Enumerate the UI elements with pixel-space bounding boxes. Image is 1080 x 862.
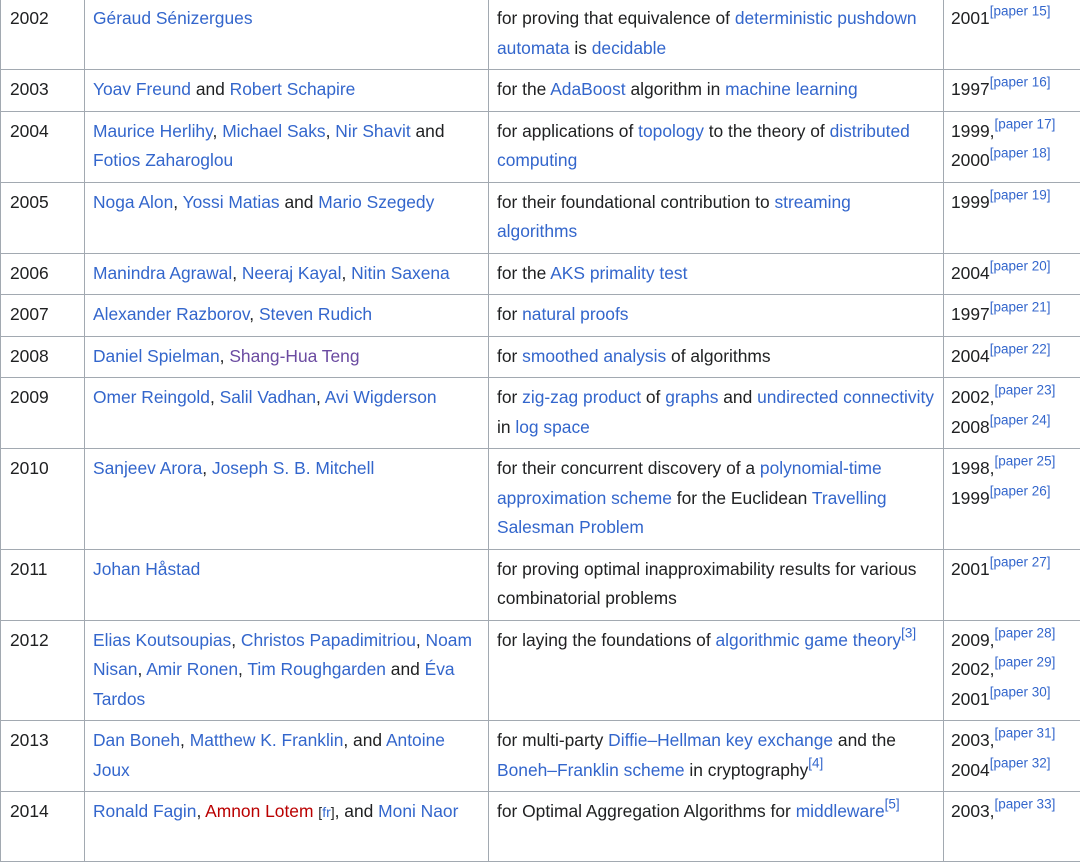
year-text: 2014 bbox=[10, 801, 49, 821]
table-row bbox=[1, 549, 1080, 620]
paper-ref bbox=[990, 75, 1051, 90]
topic-link[interactable]: zig-zag product bbox=[522, 387, 641, 407]
paper-year-cell bbox=[944, 111, 1080, 182]
paper-ref-link[interactable]: [paper 25] bbox=[995, 454, 1056, 469]
paper-ref bbox=[990, 412, 1051, 427]
winner-link[interactable]: Yoav Freund bbox=[93, 79, 191, 99]
plain-text: of algorithms bbox=[666, 346, 770, 366]
plain-text: for bbox=[497, 304, 522, 324]
citation-line bbox=[951, 383, 1079, 413]
plain-text: , bbox=[173, 192, 182, 212]
paper-year-cell bbox=[944, 182, 1080, 253]
year-cell bbox=[1, 549, 85, 620]
year-cell bbox=[1, 253, 85, 295]
citation-line bbox=[951, 4, 1079, 34]
winner-link[interactable]: Mario Szegedy bbox=[318, 192, 434, 212]
rationale-cell bbox=[489, 295, 944, 337]
year-text: 2002 bbox=[10, 8, 49, 28]
table-row bbox=[1, 295, 1080, 337]
year-cell bbox=[1, 620, 85, 721]
topic-link[interactable]: distributed computing bbox=[497, 121, 910, 171]
paper-year: 2004 bbox=[951, 760, 990, 780]
paper-year: 2009, bbox=[951, 630, 995, 650]
rationale-cell bbox=[489, 182, 944, 253]
rationale-cell bbox=[489, 378, 944, 449]
year-text: 2005 bbox=[10, 192, 49, 212]
winner-link[interactable]: Tim Roughgarden bbox=[247, 659, 386, 679]
year-cell bbox=[1, 792, 85, 862]
plain-text: , bbox=[196, 801, 205, 821]
year-cell bbox=[1, 336, 85, 378]
paper-year: 2003, bbox=[951, 801, 995, 821]
paper-ref-link[interactable]: [paper 26] bbox=[990, 483, 1051, 498]
year-text: 2004 bbox=[10, 121, 49, 141]
rationale-cell bbox=[489, 111, 944, 182]
paper-ref-link[interactable]: [paper 20] bbox=[990, 258, 1051, 273]
plain-text: , and bbox=[343, 730, 386, 750]
topic-link[interactable]: log space bbox=[515, 417, 589, 437]
plain-text: , bbox=[180, 730, 190, 750]
topic-link[interactable]: decidable bbox=[592, 38, 666, 58]
citation-line bbox=[951, 75, 1079, 105]
paper-year-cell bbox=[944, 253, 1080, 295]
paper-ref-link[interactable]: [paper 19] bbox=[990, 187, 1051, 202]
plain-text: , and bbox=[335, 801, 379, 821]
paper-year: 1997 bbox=[951, 304, 990, 324]
paper-year: 2004 bbox=[951, 346, 990, 366]
paper-year: 2001 bbox=[951, 689, 990, 709]
paper-ref bbox=[990, 146, 1051, 161]
paper-ref-link[interactable]: [paper 31] bbox=[995, 726, 1056, 741]
paper-year: 2004 bbox=[951, 263, 990, 283]
paper-ref-link[interactable]: [paper 23] bbox=[995, 383, 1056, 398]
table-row bbox=[1, 378, 1080, 449]
paper-year-cell bbox=[944, 295, 1080, 337]
year-cell bbox=[1, 449, 85, 550]
paper-ref bbox=[990, 483, 1051, 498]
winners-cell bbox=[85, 792, 489, 862]
year-cell bbox=[1, 295, 85, 337]
plain-text: , bbox=[137, 659, 146, 679]
plain-text: and bbox=[191, 79, 230, 99]
plain-text: , bbox=[220, 346, 230, 366]
paper-year-cell bbox=[944, 336, 1080, 378]
paper-year-cell bbox=[944, 449, 1080, 550]
year-cell bbox=[1, 0, 85, 70]
winner-link[interactable]: Neeraj Kayal bbox=[242, 263, 342, 283]
citation-line bbox=[951, 685, 1079, 715]
table-row bbox=[1, 0, 1080, 70]
winner-link[interactable]: Géraud Sénizergues bbox=[93, 8, 253, 28]
paper-ref bbox=[990, 187, 1051, 202]
paper-ref-link[interactable]: [paper 17] bbox=[995, 116, 1056, 131]
winners-cell bbox=[85, 182, 489, 253]
winner-link[interactable]: Maurice Herlihy bbox=[93, 121, 213, 141]
rationale-cell bbox=[489, 449, 944, 550]
table-row bbox=[1, 620, 1080, 721]
winners-cell bbox=[85, 336, 489, 378]
paper-ref-link[interactable]: [paper 18] bbox=[990, 146, 1051, 161]
topic-link[interactable]: smoothed analysis bbox=[522, 346, 666, 366]
plain-text: and the bbox=[833, 730, 896, 750]
winner-link[interactable]: Noam Nisan bbox=[93, 630, 472, 680]
plain-text: , bbox=[202, 458, 212, 478]
winner-link[interactable]: Manindra Agrawal bbox=[93, 263, 232, 283]
citation-line bbox=[951, 300, 1079, 330]
winners-cell bbox=[85, 0, 489, 70]
topic-link[interactable]: Boneh–Franklin scheme bbox=[497, 760, 685, 780]
plain-text: , bbox=[416, 630, 426, 650]
plain-text: for applications of bbox=[497, 121, 638, 141]
topic-link[interactable]: algorithmic game theory bbox=[716, 630, 902, 650]
paper-ref-link[interactable]: [paper 28] bbox=[995, 625, 1056, 640]
rationale-cell bbox=[489, 620, 944, 721]
interlanguage-link bbox=[318, 801, 334, 821]
paper-year: 1997 bbox=[951, 79, 990, 99]
winners-cell bbox=[85, 721, 489, 792]
winner-link[interactable]: Alexander Razborov bbox=[93, 304, 249, 324]
topic-link[interactable]: AKS primality test bbox=[550, 263, 687, 283]
winners-cell bbox=[85, 549, 489, 620]
year-cell bbox=[1, 378, 85, 449]
paper-year: 2000 bbox=[951, 150, 990, 170]
plain-text: , bbox=[232, 263, 242, 283]
paper-year: 1998, bbox=[951, 458, 995, 478]
footnote-ref bbox=[885, 797, 900, 812]
paper-year-cell bbox=[944, 721, 1080, 792]
plain-text: for the Euclidean bbox=[672, 488, 812, 508]
winner-link[interactable]: Michael Saks bbox=[222, 121, 325, 141]
winner-link[interactable]: Joseph S. B. Mitchell bbox=[212, 458, 374, 478]
citation-line bbox=[951, 726, 1079, 756]
paper-ref-link[interactable]: [paper 16] bbox=[990, 75, 1051, 90]
citation-line bbox=[951, 454, 1079, 484]
topic-link[interactable]: Travelling Salesman Problem bbox=[497, 488, 887, 538]
plain-text: , bbox=[316, 387, 325, 407]
winners-cell bbox=[85, 70, 489, 112]
plain-text: , bbox=[326, 121, 336, 141]
footnote-link[interactable]: [5] bbox=[885, 797, 900, 812]
winner-redlink[interactable]: Amnon Lotem bbox=[205, 801, 313, 821]
year-cell bbox=[1, 111, 85, 182]
paper-year-cell bbox=[944, 792, 1080, 862]
rationale-cell bbox=[489, 70, 944, 112]
topic-link[interactable]: Diffie–Hellman key exchange bbox=[608, 730, 833, 750]
citation-line bbox=[951, 259, 1079, 289]
year-text: 2006 bbox=[10, 263, 49, 283]
paper-ref bbox=[995, 797, 1056, 812]
plain-text: for bbox=[497, 346, 522, 366]
topic-link[interactable]: undirected connectivity bbox=[757, 387, 934, 407]
plain-text: for Optimal Aggregation Algorithms for bbox=[497, 801, 796, 821]
plain-text: in cryptography bbox=[685, 760, 809, 780]
paper-ref-link[interactable]: [paper 33] bbox=[995, 797, 1056, 812]
winner-link[interactable]: Sanjeev Arora bbox=[93, 458, 202, 478]
plain-text: is bbox=[570, 38, 592, 58]
table-row bbox=[1, 182, 1080, 253]
winner-link[interactable]: Éva Tardos bbox=[93, 659, 455, 709]
plain-text: , bbox=[249, 304, 259, 324]
rationale-cell bbox=[489, 549, 944, 620]
winners-cell bbox=[85, 253, 489, 295]
paper-year: 2008 bbox=[951, 417, 990, 437]
year-text: 2003 bbox=[10, 79, 49, 99]
winner-link[interactable]: Moni Naor bbox=[378, 801, 458, 821]
plain-text: in bbox=[497, 417, 515, 437]
year-cell bbox=[1, 70, 85, 112]
paper-ref-link[interactable]: [paper 32] bbox=[990, 755, 1051, 770]
winner-link[interactable]: Elias Koutsoupias bbox=[93, 630, 231, 650]
paper-ref-link[interactable]: [paper 21] bbox=[990, 300, 1051, 315]
paper-ref-link[interactable]: [paper 24] bbox=[990, 412, 1051, 427]
paper-ref bbox=[990, 684, 1051, 699]
paper-year-cell bbox=[944, 549, 1080, 620]
paper-year-cell bbox=[944, 378, 1080, 449]
paper-year: 2003, bbox=[951, 730, 995, 750]
winners-cell bbox=[85, 378, 489, 449]
citation-line bbox=[951, 756, 1079, 786]
plain-text: , bbox=[213, 121, 223, 141]
plain-text: , bbox=[341, 263, 351, 283]
paper-ref-link[interactable]: [paper 30] bbox=[990, 684, 1051, 699]
winner-link[interactable]: Yossi Matias bbox=[183, 192, 280, 212]
winner-link[interactable]: Johan Håstad bbox=[93, 559, 200, 579]
paper-year: 2002, bbox=[951, 659, 995, 679]
winner-link[interactable]: Amir Ronen bbox=[146, 659, 238, 679]
paper-ref bbox=[990, 258, 1051, 273]
paper-ref-link[interactable]: [paper 27] bbox=[990, 554, 1051, 569]
winner-link[interactable]: Ronald Fagin bbox=[93, 801, 196, 821]
paper-ref bbox=[995, 625, 1056, 640]
winner-link[interactable]: Omer Reingold bbox=[93, 387, 210, 407]
paper-ref bbox=[995, 726, 1056, 741]
paper-year: 2001 bbox=[951, 8, 990, 28]
rationale-cell bbox=[489, 721, 944, 792]
french-wiki-link[interactable]: fr bbox=[322, 804, 331, 820]
citation-line bbox=[951, 342, 1079, 372]
plain-text: , bbox=[238, 659, 247, 679]
plain-text: for their concurrent discovery of a bbox=[497, 458, 760, 478]
year-text: 2010 bbox=[10, 458, 49, 478]
paper-year: 1999 bbox=[951, 192, 990, 212]
plain-text: to the theory of bbox=[704, 121, 830, 141]
winners-cell bbox=[85, 111, 489, 182]
citation-line bbox=[951, 146, 1079, 176]
citation-line bbox=[951, 188, 1079, 218]
plain-text: for the bbox=[497, 79, 550, 99]
citation-line bbox=[951, 413, 1079, 443]
winner-link[interactable]: Christos Papadimitriou bbox=[241, 630, 416, 650]
winner-link[interactable]: Shang-Hua Teng bbox=[229, 346, 359, 366]
paper-ref bbox=[990, 554, 1051, 569]
plain-text: for the bbox=[497, 263, 550, 283]
plain-text: for multi-party bbox=[497, 730, 608, 750]
table-row bbox=[1, 70, 1080, 112]
citation-line bbox=[951, 484, 1079, 514]
paper-year: 1999, bbox=[951, 121, 995, 141]
paper-ref bbox=[990, 4, 1051, 19]
plain-text: and bbox=[280, 192, 319, 212]
paper-ref bbox=[990, 341, 1051, 356]
winner-link[interactable]: Daniel Spielman bbox=[93, 346, 220, 366]
winner-link[interactable]: Matthew K. Franklin bbox=[190, 730, 344, 750]
winner-link[interactable]: Steven Rudich bbox=[259, 304, 372, 324]
paper-year: 1999 bbox=[951, 488, 990, 508]
paper-ref bbox=[995, 116, 1056, 131]
paper-ref-link[interactable]: [paper 15] bbox=[990, 4, 1051, 19]
citation-line bbox=[951, 117, 1079, 147]
paper-year-cell bbox=[944, 0, 1080, 70]
winner-link[interactable]: Nitin Saxena bbox=[351, 263, 450, 283]
winner-link[interactable]: Fotios Zaharoglou bbox=[93, 150, 233, 170]
winner-link[interactable]: Noga Alon bbox=[93, 192, 173, 212]
topic-link[interactable]: AdaBoost bbox=[550, 79, 625, 99]
plain-text: for proving optimal inapproximability results for various combinatorial problems bbox=[497, 559, 916, 609]
year-text: 2011 bbox=[10, 559, 47, 579]
plain-text: for proving that equivalence of bbox=[497, 8, 735, 28]
plain-text: , bbox=[210, 387, 220, 407]
topic-link[interactable]: streaming algorithms bbox=[497, 192, 851, 242]
citation-line bbox=[951, 626, 1079, 656]
plain-text: for bbox=[497, 387, 522, 407]
table-row bbox=[1, 721, 1080, 792]
footnote-ref bbox=[808, 755, 823, 770]
paper-ref-link[interactable]: [paper 29] bbox=[995, 655, 1056, 670]
winner-link[interactable]: Dan Boneh bbox=[93, 730, 180, 750]
rationale-cell bbox=[489, 336, 944, 378]
plain-text: , bbox=[231, 630, 241, 650]
plain-text: and bbox=[386, 659, 425, 679]
paper-ref bbox=[990, 755, 1051, 770]
paper-ref bbox=[995, 383, 1056, 398]
topic-link[interactable]: deterministic pushdown automata bbox=[497, 8, 917, 58]
paper-ref bbox=[995, 454, 1056, 469]
topic-link[interactable]: topology bbox=[638, 121, 704, 141]
table-row bbox=[1, 253, 1080, 295]
topic-link[interactable]: natural proofs bbox=[522, 304, 628, 324]
paper-ref-link[interactable]: [paper 22] bbox=[990, 341, 1051, 356]
winners-cell bbox=[85, 295, 489, 337]
bracket-open: [ bbox=[318, 804, 322, 820]
year-text: 2009 bbox=[10, 387, 49, 407]
plain-text: and bbox=[718, 387, 757, 407]
topic-link[interactable]: machine learning bbox=[725, 79, 857, 99]
table-body bbox=[1, 0, 1080, 862]
paper-year-cell bbox=[944, 70, 1080, 112]
year-text: 2012 bbox=[10, 630, 49, 650]
footnote-link[interactable]: [3] bbox=[901, 625, 916, 640]
citation-line bbox=[951, 555, 1079, 585]
bracket-close: ] bbox=[331, 804, 335, 820]
table-row bbox=[1, 336, 1080, 378]
topic-link[interactable]: middleware bbox=[796, 801, 885, 821]
table-row bbox=[1, 449, 1080, 550]
year-text: 2013 bbox=[10, 730, 49, 750]
footnote-ref bbox=[901, 625, 916, 640]
citation-line bbox=[951, 655, 1079, 685]
winner-link[interactable]: Robert Schapire bbox=[230, 79, 356, 99]
plain-text: algorithm in bbox=[626, 79, 726, 99]
paper-year-cell bbox=[944, 620, 1080, 721]
paper-ref bbox=[995, 655, 1056, 670]
citation-line bbox=[951, 797, 1079, 827]
rationale-cell bbox=[489, 253, 944, 295]
paper-year: 2001 bbox=[951, 559, 990, 579]
winners-cell bbox=[85, 449, 489, 550]
topic-link[interactable]: polynomial-time approximation scheme bbox=[497, 458, 882, 508]
year-text: 2008 bbox=[10, 346, 49, 366]
rationale-cell bbox=[489, 792, 944, 862]
footnote-link[interactable]: [4] bbox=[808, 755, 823, 770]
plain-text: for their foundational contribution to bbox=[497, 192, 774, 212]
winner-link[interactable]: Antoine Joux bbox=[93, 730, 445, 780]
winner-link[interactable]: Salil Vadhan bbox=[220, 387, 316, 407]
year-cell bbox=[1, 721, 85, 792]
plain-text: for laying the foundations of bbox=[497, 630, 716, 650]
plain-text: and bbox=[411, 121, 445, 141]
table-row bbox=[1, 792, 1080, 862]
paper-ref bbox=[990, 300, 1051, 315]
rationale-cell bbox=[489, 0, 944, 70]
plain-text: of bbox=[641, 387, 665, 407]
paper-year: 2002, bbox=[951, 387, 995, 407]
year-text: 2007 bbox=[10, 304, 49, 324]
winners-cell bbox=[85, 620, 489, 721]
year-cell bbox=[1, 182, 85, 253]
winner-link[interactable]: Avi Wigderson bbox=[325, 387, 437, 407]
table-row bbox=[1, 111, 1080, 182]
winner-link[interactable]: Nir Shavit bbox=[335, 121, 410, 141]
topic-link[interactable]: graphs bbox=[665, 387, 718, 407]
